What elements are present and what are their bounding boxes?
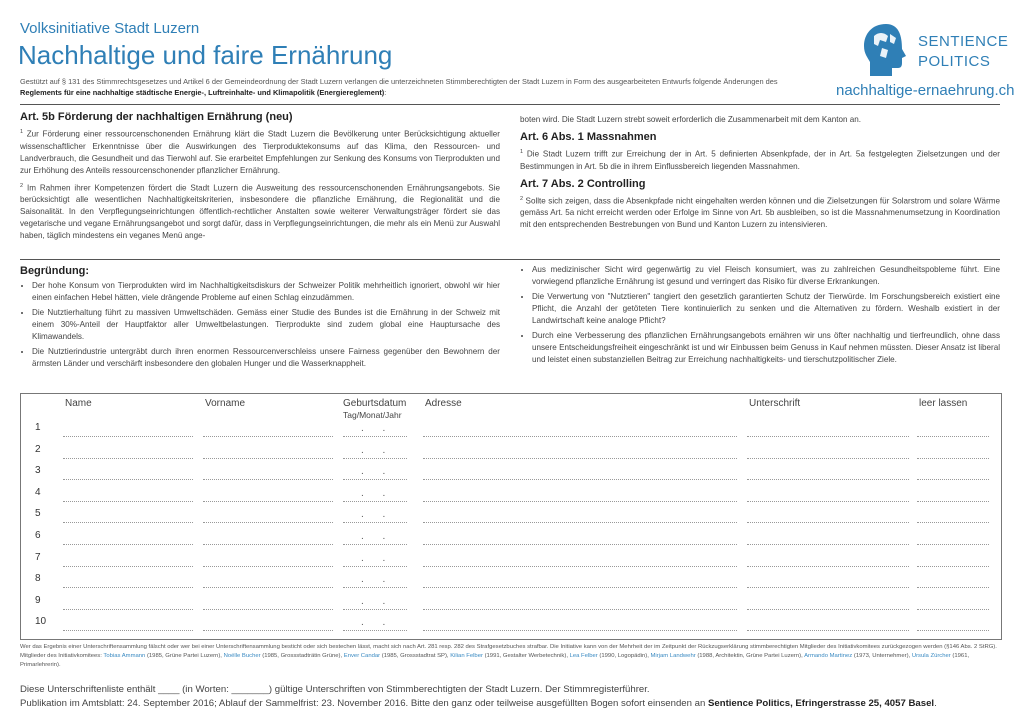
signature-field[interactable] (917, 501, 989, 502)
signature-field[interactable] (747, 587, 909, 588)
signature-field[interactable] (423, 566, 737, 567)
col-header-name: Name (65, 398, 92, 409)
signature-field[interactable] (747, 522, 909, 523)
signature-field[interactable] (343, 436, 407, 437)
member-name: Ursula Zürcher (911, 653, 951, 659)
logo-line1: SENTIENCE (918, 33, 1009, 50)
signature-field[interactable] (203, 566, 333, 567)
art5b-p2-cont: boten wird. Die Stadt Luzern strebt soweit erforderlich die Zusammenarbeit mit dem Kanton an. (520, 115, 862, 124)
row-number: 3 (35, 465, 41, 477)
signature-field[interactable] (423, 458, 737, 459)
signature-field[interactable] (203, 522, 333, 523)
row-number: 9 (35, 594, 41, 606)
row-number: 5 (35, 508, 41, 520)
signature-field[interactable] (423, 544, 737, 545)
signature-field[interactable] (747, 544, 909, 545)
signature-field[interactable] (343, 609, 407, 610)
signature-field[interactable] (63, 458, 193, 459)
divider-top (20, 104, 1000, 105)
signature-field[interactable] (917, 609, 989, 610)
signature-field[interactable] (747, 609, 909, 610)
footer-address: Sentience Politics, Efringerstrasse 25, 4057 Basel (707, 698, 935, 709)
row-number: 6 (35, 530, 41, 541)
signature-field[interactable] (747, 566, 909, 567)
date-separators: . . (361, 444, 394, 456)
signature-field[interactable] (203, 436, 333, 437)
signature-field[interactable] (343, 587, 407, 588)
reason-item: • Die Verwertung von "Nutztieren" tangiert den gesetzlich garantierten Schutz der Tierwürde. Im Forschungsbereich existiert eine Pflicht, die Anzahl der getöteten Tiere kontinuierlich zu senken und die Alternativen zu fördern. Weshalb existiert in der Landwirtschaft keine analoge Pflicht? (532, 291, 1000, 327)
art5b-heading: Art. 5b Förderung der nachhaltigen Ernährung (neu) (20, 111, 293, 123)
date-separators: . . (361, 423, 394, 434)
member-name: Enver Candar (343, 653, 381, 659)
signature-field[interactable] (747, 458, 909, 459)
signature-field[interactable] (203, 458, 333, 459)
footer-line-1: Diese Unterschriftenliste enthält ____ (in Worten: _______) gültige Unterschriften von Stimmberechtigten der Stadt Luzern. Der Stimmregisterführer. (20, 684, 650, 695)
signature-field[interactable] (203, 479, 333, 480)
signature-field[interactable] (63, 566, 193, 567)
head-globe-icon (860, 22, 910, 78)
initiative-kicker: Volksinitiative Stadt Luzern (20, 20, 200, 37)
signature-field[interactable] (63, 436, 193, 437)
signature-field[interactable] (63, 630, 193, 631)
signature-field[interactable] (63, 587, 193, 588)
reason-item: • Der hohe Konsum von Tierprodukten wird im Nachhaltigkeitsdiskurs der Schweizer Politik mehrheitlich ignoriert, obwohl wir hier einen einfachen Hebel hätten, viele drängende Probleme auf einen Schlag einzudämmen. (32, 280, 500, 304)
row-number: 4 (35, 486, 41, 498)
signature-field[interactable] (203, 630, 333, 631)
date-separators: . . (361, 509, 394, 521)
member-name: Noëlle Bucher (223, 653, 261, 659)
signature-field[interactable] (63, 544, 193, 545)
signature-field[interactable] (423, 609, 737, 610)
reason-item: • Aus medizinischer Sicht wird gegenwärtig zu viel Fleisch konsumiert, was zu zahlreichen Gesundheitspobleme führt. Eine vorwiegend pflanzliche Ernährung ist gesund und verringert das Risiko für diverse Erkrankungen. (532, 264, 1000, 288)
signature-field[interactable] (423, 630, 737, 631)
signature-field[interactable] (917, 630, 989, 631)
signature-field[interactable] (747, 630, 909, 631)
art5b-p1: $^1$ Zur Förderung einer ressourcenschonenden Ernährung klärt die Stadt Luzern die Bevölkerung unter Berücksichtigung aktueller wissenschaftlicher Erkenntnisse über die Auswirkungen des Tierproduktekonsums auf das Klima, den Ressourcen- und Landverbrauch, die Gesundheit und das Tierwohl auf. Sie erarbeitet Empfehlungen zur Senkung des Konsums von Tierprodukten und zur Erhöhung des Anteils ressourcenschonender pflanzlicher Ernährung. (20, 129, 500, 175)
signature-field[interactable] (423, 522, 737, 523)
signature-field[interactable] (63, 609, 193, 610)
signature-field[interactable] (423, 479, 737, 480)
row-number: 7 (35, 551, 41, 563)
member-name: Armando Martinez (804, 653, 853, 659)
begruendung-heading: Begründung: (20, 265, 90, 277)
signature-field[interactable] (343, 566, 407, 567)
signature-field[interactable] (747, 436, 909, 437)
signature-field[interactable] (203, 587, 333, 588)
logo-wordmark (918, 32, 1008, 72)
signature-field[interactable] (343, 544, 407, 545)
col-header-vorname: Vorname (205, 398, 246, 409)
signature-field[interactable] (747, 501, 909, 502)
intro-bold: Reglements für eine nachhaltige städtische Energie-, Luftreinhalte- und Klimapolitik (Energiereglement) (20, 88, 385, 97)
col-header-geburtsdatum: Geburtsdatum (343, 398, 407, 409)
intro-end: : (384, 88, 387, 97)
art5b-p2: $^2$ Im Rahmen ihrer Kompetenzen fördert die Stadt Luzern die Ausweitung des ressourcenschonenden Ernährungsangebots. Sie berücksichtigt alle wesentlichen Nachhaltigkeitskriterien, insbesondere die pflanzliche Ernährung, die Regionalität und die Saisonalität. In den Verpflegungseinrichtungen öffentlich-rechtlicher Anstalten sowie weiterer Verwaltungsträger fördert sie das vegetarische und vegane Ernährungsangebot und sorgt dafür, dass in Verpflegungseinrichtungen, die mehr als ein Menü zur Auswahl haben, täglich mindestens ein veganes Menü ange- (20, 182, 500, 241)
begruendung-right (520, 264, 1000, 369)
art6-heading: Art. 6 Abs. 1 Massnahmen (520, 131, 657, 143)
articles-right (520, 114, 1000, 234)
signature-field[interactable] (203, 501, 333, 502)
intro-text (20, 76, 820, 98)
signature-field[interactable] (343, 458, 407, 459)
legal-notice: Wer das Ergebnis einer Unterschriftensammlung fälscht oder wer bei einer Unterschriftensammlung besticht oder sich bestechen lässt, macht sich nach Art. 281 resp. 282 des Strafgesetzbuches strafbar. Die Initiative kann von der Mehrheit der im Zeitpunkt der Rückzugserklärung stimmberechtigten Mitglieder des Initiativkomitees zurückgezogen werden (§146 Abs. 2 StRG). Mitglieder des Initiativkomitees: Tobias Ammann (1985, Grüne Partei Luzern), Noëlle Bucher (1985, Grossstadträtin Grüne), Enver Candar (1985, Grossstadtrat SP), Kilian Felber (1991, Gestalter Werbetechnik), Lea Felber (1990, Logopädin), Mirjam Landwehr (1988, Architektin, Grüne Partei Luzern), Armando Martinez (1973, Unternehmer), Ursula Zürcher (1961, Primarlehrerin). (20, 644, 997, 668)
date-separators: . . (361, 466, 394, 478)
member-name: Tobias Ammann (103, 653, 146, 659)
signature-field[interactable] (747, 479, 909, 480)
begruendung-left (20, 264, 500, 373)
signature-field[interactable] (917, 587, 989, 588)
signature-field[interactable] (203, 544, 333, 545)
art7-p1: $^2$ Sollte sich zeigen, dass die Absenkpfade nicht eingehalten werden können und die Zielsetzungen für Solarstrom und solare Wärme gemäss Art. 5a nicht erreicht werden oder Erfolge im Sinne von Art. 5b ausbleiben, so ist die Massnahmenumsetzung in Koordination mit den entsprechenden Bestrebungen von Bund und Kanton Luzern zu intensivieren. (520, 195, 1001, 230)
member-name: Mirjam Landwehr (650, 653, 696, 659)
footer-line-2: Publikation im Amtsblatt: 24. September 2016; Ablauf der Sammelfrist: 23. November 2016. Bitte den ganz oder teilweise ausgefüllten Bogen sofort einsenden an Sentience Politics, Efringerstrasse 25, 4057 Basel. (20, 698, 937, 709)
date-separators: . . (361, 487, 394, 499)
signature-field[interactable] (917, 479, 989, 480)
art5b-section (20, 110, 500, 245)
reason-item: • Durch eine Verbesserung des pflanzlichen Ernährungsangebots ernähren wir uns öfter nachhaltig und tierfreundlich, ohne dass unsere Entscheidungsfreiheit eingeschränkt ist und wir Einbussen beim Genuss in Kauf nehmen müssten. Dieser Ansatz ist liberal und leistet einen substanziellen Beitrag zur Erreichung nachhaltigkeits- und tierschutzpolitischer Ziele. (532, 330, 1000, 366)
signature-field[interactable] (917, 522, 989, 523)
row-number: 10 (35, 616, 47, 628)
date-separators: . . (361, 617, 394, 629)
signature-field[interactable] (63, 501, 193, 502)
date-separators: . . (361, 531, 394, 542)
signature-field[interactable] (423, 501, 737, 502)
signature-field[interactable] (343, 479, 407, 480)
col-header-adresse: Adresse (425, 398, 462, 409)
col-header-geburtsdatum-sub: Tag/Monat/Jahr (343, 410, 402, 420)
date-separators: . . (361, 595, 394, 607)
art7-heading: Art. 7 Abs. 2 Controlling (520, 177, 646, 190)
col-header-leer: leer lassen (919, 398, 968, 409)
reason-item: • Die Nutztierhaltung führt zu massiven Umweltschäden. Gemäss einer Studie des Bundes ist die Ernährung in der Schweiz mit einem 30%-Anteil der Hauptfaktor aller Umweltbelastungen. Tierprodukte sind zudem global eine Hauptursache des Klimawandels. (32, 307, 500, 343)
signature-field[interactable] (917, 458, 989, 459)
logo-line2: POLITICS (918, 53, 991, 70)
col-header-unterschrift: Unterschrift (749, 398, 801, 409)
signature-field[interactable] (343, 522, 407, 523)
intro-a: Gestützt auf § 131 des Stimmrechtsgesetzes und Artikel 6 der Gemeindeordnung der Stadt Luzern verlangen die unterzeichneten Stimmberechtigten der Stadt Luzern in Form des ausgearbeiteten Entwurfs folgende Änderungen des (20, 77, 778, 86)
signature-field[interactable] (63, 479, 193, 480)
row-number: 8 (35, 573, 41, 585)
art6-p1: $^1$ Die Stadt Luzern trifft zur Erreichung der in Art. 5 definierten Absenkpfade, der in Art. 5a festgelegten Zielsetzungen und der Bestimmungen in Art. 5b die in ihrem Einflussbereich liegenden Massnahmen. (520, 149, 1001, 171)
date-separators: . . (361, 574, 394, 586)
signature-field[interactable] (917, 566, 989, 567)
signature-field[interactable] (63, 522, 193, 523)
signature-field[interactable] (343, 501, 407, 502)
signature-table (20, 393, 1002, 640)
row-number: 1 (35, 422, 41, 433)
signature-field[interactable] (917, 544, 989, 545)
website-link[interactable]: nachhaltige-ernaehrung.ch (836, 82, 1015, 99)
signature-field[interactable] (203, 609, 333, 610)
signature-field[interactable] (343, 630, 407, 631)
signature-field[interactable] (423, 436, 737, 437)
member-name: Lea Felber (569, 653, 598, 659)
row-number: 2 (35, 443, 41, 455)
divider-mid (20, 259, 1000, 260)
member-name: Kilian Felber (450, 653, 483, 659)
date-separators: . . (361, 552, 394, 564)
page-title: Nachhaltige und faire Ernährung (18, 40, 393, 70)
signature-field[interactable] (917, 436, 989, 437)
signature-field[interactable] (423, 587, 737, 588)
reason-item: • Die Nutztierindustrie untergräbt durch ihren enormen Ressourcenverschleiss unsere Fairness gegenüber den Bewohnern der ärmsten Länder und verschärft insbesondere den globalen Hunger und die Wasserknappheit. (32, 346, 500, 370)
